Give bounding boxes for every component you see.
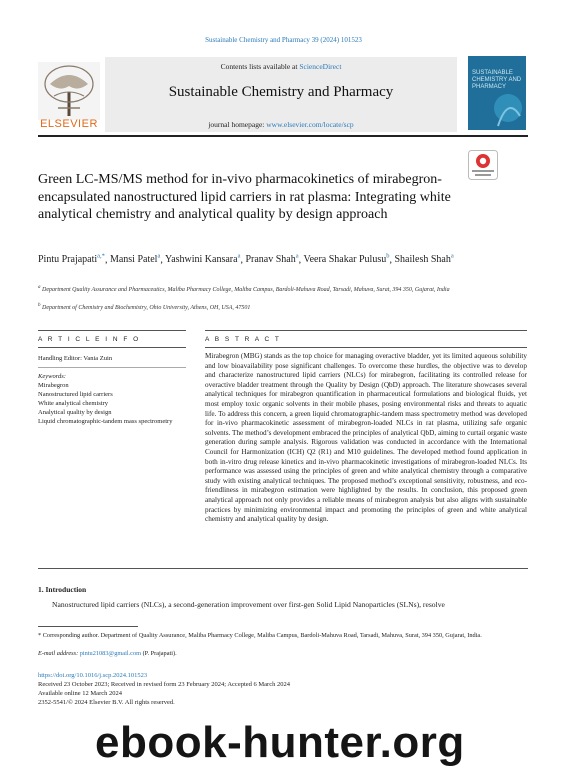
journal-cover-image (468, 56, 526, 130)
divider (205, 330, 527, 331)
article-info-heading: A R T I C L E I N F O (38, 336, 141, 343)
sciencedirect-link[interactable]: ScienceDirect (299, 62, 342, 71)
journal-title: Sustainable Chemistry and Pharmacy (168, 84, 394, 100)
author[interactable]: Veera Shakar Pulusu$^b$ (303, 253, 390, 266)
contents-line (105, 62, 457, 71)
divider (38, 367, 186, 368)
homepage-line (105, 120, 457, 129)
divider (205, 347, 527, 348)
homepage-prefix: journal homepage: (208, 120, 267, 129)
cover-title: SUSTAINABLE CHEMISTRY AND PHARMACY (472, 70, 522, 90)
affiliation-b: $^b$ Department of Chemistry and Biochemistry, Ohio University, Athens, OH, USA, 47501 (38, 303, 251, 311)
elsevier-wordmark: ELSEVIER (40, 118, 98, 130)
handling-editor: Handling Editor: Vania Zuin (38, 355, 113, 362)
doi-link[interactable]: https://doi.org/10.1016/j.scp.2024.101523 (38, 672, 148, 679)
affiliation-a: $^a$ Department Quality Assurance and Pharmaceutics, Maliba Pharmacy College, Maliba Campus, Bardoli-Mahuva Road, Tarsadi, Mahuva, Surat, 394 350, Gujarat, India (38, 285, 450, 293)
received-dates: Received 23 October 2023; Received in revised form 23 February 2024; Accepted 6 March 2024 (38, 681, 290, 688)
author[interactable]: Yashwini Kansara$^a$ (164, 253, 241, 266)
copyright: 2352-5541/© 2024 Elsevier B.V. All rights reserved. (38, 699, 175, 706)
keywords-label: Keywords: (38, 373, 66, 380)
footnote-rule (38, 626, 138, 627)
email-label: E-mail address: (38, 650, 80, 657)
homepage-link[interactable]: www.elsevier.com/locate/scp (266, 120, 354, 129)
author[interactable]: Mansi Patel$^a$ (109, 253, 161, 266)
header-rule (38, 135, 528, 137)
divider (38, 568, 528, 569)
watermark: ebook-hunter.org (95, 718, 465, 767)
keyword: Mirabegron (38, 382, 69, 389)
email-suffix: (P. Prajapati). (141, 650, 177, 657)
author-list: Pintu Prajapati$^{a,*}$, Mansi Patel$^a$, Yashwini Kansara$^a$, Pranav Shah$^a$, Veera Shakar Pulusu$^b$, Shailesh Shah$^a$ (38, 253, 454, 266)
abstract-heading: A B S T R A C T (205, 336, 281, 343)
divider (38, 330, 186, 331)
elsevier-tree-logo (38, 62, 100, 120)
keyword: White analytical chemistry (38, 400, 109, 407)
divider (38, 347, 186, 348)
corresponding-author-note: * Corresponding author. Department of Quality Assurance, Maliba Pharmacy College, Maliba Campus, Bardoli-Mahuva Road, Tarsadi, Mahuva, Surat, 394 350, Gujarat, India. (38, 632, 482, 639)
contents-prefix: Contents lists available at (220, 62, 300, 71)
article-title: Green LC-MS/MS method for in-vivo pharmacokinetics of mirabegron-encapsulated nanostructured lipid carriers in rat plasma: Integrating white analytical chemistry and analytical quality by design approach (38, 172, 451, 222)
author[interactable]: Pintu Prajapati$^{a,*}$ (38, 253, 105, 266)
section-heading-introduction: 1. Introduction (38, 585, 87, 594)
author[interactable]: Pranav Shah$^a$ (245, 253, 299, 266)
author[interactable]: Shailesh Shah$^a$ (394, 253, 454, 266)
available-online: Available online 12 March 2024 (38, 690, 122, 697)
email-line (38, 650, 528, 659)
journal-reference[interactable]: Sustainable Chemistry and Pharmacy 39 (2024) 101523 (205, 36, 362, 44)
keywords-list (38, 381, 186, 426)
email-link[interactable]: pintu21083@gmail.com (79, 650, 141, 657)
check-for-updates-badge[interactable] (468, 150, 498, 180)
introduction-paragraph: Nanostructured lipid carriers (NLCs), a second-generation improvement over first-gen Solid Lipid Nanoparticles (SLNs), resolve (52, 600, 445, 609)
keyword: Analytical quality by design (38, 409, 112, 416)
keyword: Liquid chromatographic-tandem mass spectrometry (38, 418, 173, 425)
abstract-text: Mirabegron (MBG) stands as the top choice for managing overactive bladder, yet its limited aqueous solubility and low bioavailability pose significant challenges. To overcome these hurdles, the objective was to develop and characterize nanostructured lipid carriers (NLCs) for mirabegron, facilitating its controlled release for overactive bladder treatment through the Quality by Design (QbD) approach. The literature showcases several analytical techniques for mirabegron quantification in pharmaceutical formulations and biological fluids, yet most employ toxic organic solvents in their mobile phases, posing environmental risks and threats to aquatic life. To address this concern, a green liquid chromatographic-tandem mass spectrometry method was developed for in-vivo pharmacokinetic assessment of mirabegron-loaded NLCs in rat plasma, utilizing safe organic solvents. The method’s development embraced the principles of analytical QbD, aiming to curtail organic waste generation during sample analysis. Rigorous validation was conducted in accordance with the International Council for Harmonization (ICH) Q2 (R1) and M10 guidelines. The developed method found application in both in-vitro drug release kinetics and in-vivo pharmacokinetic investigations of mirabegron-loaded NLCs. Its performance was assessed using the principles of green and white analytical chemistry through a comparative study with existing analytical techniques. The proposed method’s exceptional sensitivity, robustness, and eco-friendliness in mirabegron estimation were highlighted by the results. In conclusion, this proposed green analytical approach not only provides a reliable means of mirabegron analysis but also aligns with sustainable practices by minimizing environmental impact and promoting the principles of green and white analytical chemistry and analytical quality by design. (205, 352, 527, 524)
keyword: Nanostructured lipid carriers (38, 391, 113, 398)
